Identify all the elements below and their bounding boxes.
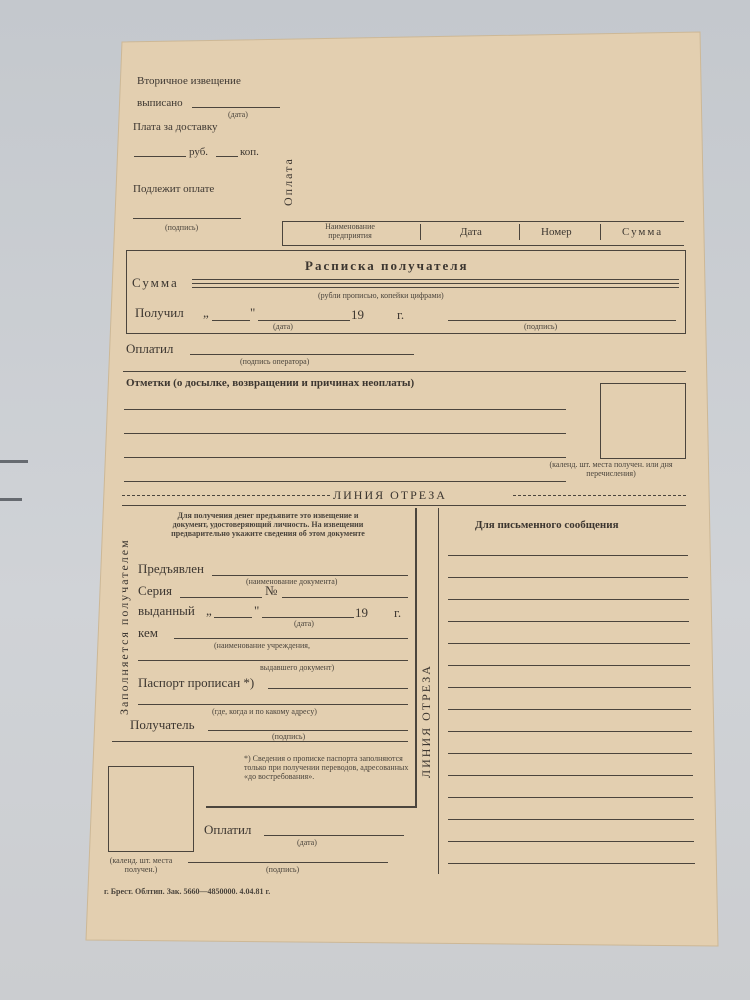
kop-label: коп. xyxy=(240,146,259,158)
sum-label: Сумма xyxy=(132,275,179,290)
paid-label: Оплатил xyxy=(126,341,174,356)
sum-hint: (рубли прописью, копейки цифрами) xyxy=(318,291,444,300)
where-hint: (где, когда и по какому адресу) xyxy=(212,707,317,716)
marks-label: Отметки (о досылке, возвращении и причинах неоплаты) xyxy=(126,377,415,389)
issued-date-hint: (дата) xyxy=(228,110,248,119)
recipient-signature-hint-2: (подпись) xyxy=(266,865,300,874)
recipient-paid-label: Оплатил xyxy=(204,822,252,837)
secondary-notice-label: Вторичное извещение xyxy=(137,75,241,87)
issued-date-hint: (дата) xyxy=(294,619,314,628)
recipient-instruction: Для получения денег предъявите это извещение и документ, удостоверяющий личность. На извещении предварительно укажите сведения об этом документе xyxy=(171,511,365,539)
vertical-cut-line-label: ЛИНИЯ ОТРЕЗА xyxy=(419,664,433,778)
document-name-hint: (наименование документа) xyxy=(246,577,338,586)
number-column: Номер xyxy=(541,226,572,238)
marks-stamp-box xyxy=(600,383,686,459)
issued-quote-open: „ xyxy=(206,603,212,618)
received-date-hint: (дата) xyxy=(273,322,293,331)
marks-stamp-hint: (календ. шт. места получен. или дня перечисления) xyxy=(549,460,673,478)
subject-to-payment-label: Подлежит оплате xyxy=(133,183,215,195)
filled-by-recipient-vertical: Заполняется получателем xyxy=(117,538,131,715)
presented-label: Предъявлен xyxy=(138,561,204,576)
delivery-fee-label: Плата за доставку xyxy=(133,121,218,133)
recipient-signature-hint: (подпись) xyxy=(272,732,306,741)
message-title: Для письменного сообщения xyxy=(475,519,619,531)
operator-signature-hint: (подпись оператора) xyxy=(240,357,310,366)
payment-vertical-label: Оплата xyxy=(281,157,295,206)
printer-imprint: г. Брест. Облтип. Зак. 5660—4850000. 4.04.81 г. xyxy=(104,887,271,896)
by-whom-label: кем xyxy=(138,625,158,640)
issued-quote-close: " xyxy=(254,603,260,618)
footnote: *) Сведения о прописке паспорта заполняются только при получении переводов, адресованных «до востребования». xyxy=(244,754,409,782)
passport-registered-label: Паспорт прописан *) xyxy=(138,675,255,690)
received-year: 19 xyxy=(351,307,364,322)
institution-hint-2: выдавшего документ) xyxy=(260,663,335,672)
issued-year: 19 xyxy=(355,605,368,620)
top-signature-hint: (подпись) xyxy=(165,223,199,232)
receipt-title: Расписка получателя xyxy=(305,258,469,273)
received-signature-hint: (подпись) xyxy=(524,322,558,331)
recipient-label: Получатель xyxy=(130,717,195,732)
cut-line-label: ЛИНИЯ ОТРЕЗА xyxy=(333,488,447,502)
institution-hint: (наименование учреждения, xyxy=(214,641,310,650)
recipient-paid-date-hint: (дата) xyxy=(297,838,317,847)
received-quote-close: " xyxy=(250,305,256,320)
series-label: Серия xyxy=(138,583,173,598)
recipient-stamp-hint: (календ. шт. места получен.) xyxy=(109,856,173,875)
sum-column: Сумма xyxy=(622,226,664,238)
received-year-suffix: г. xyxy=(397,307,405,322)
number-sign: № xyxy=(265,583,278,598)
date-column: Дата xyxy=(460,226,482,238)
issued-on-label: выданный xyxy=(138,603,195,618)
recipient-stamp-box xyxy=(108,766,194,852)
enterprise-column: Наименование предприятия xyxy=(325,222,375,240)
rub-label: руб. xyxy=(189,146,209,158)
issued-label: выписано xyxy=(137,97,183,109)
received-quote-open: „ xyxy=(203,305,209,320)
received-label: Получил xyxy=(135,305,184,320)
issued-year-suffix: г. xyxy=(394,605,402,620)
